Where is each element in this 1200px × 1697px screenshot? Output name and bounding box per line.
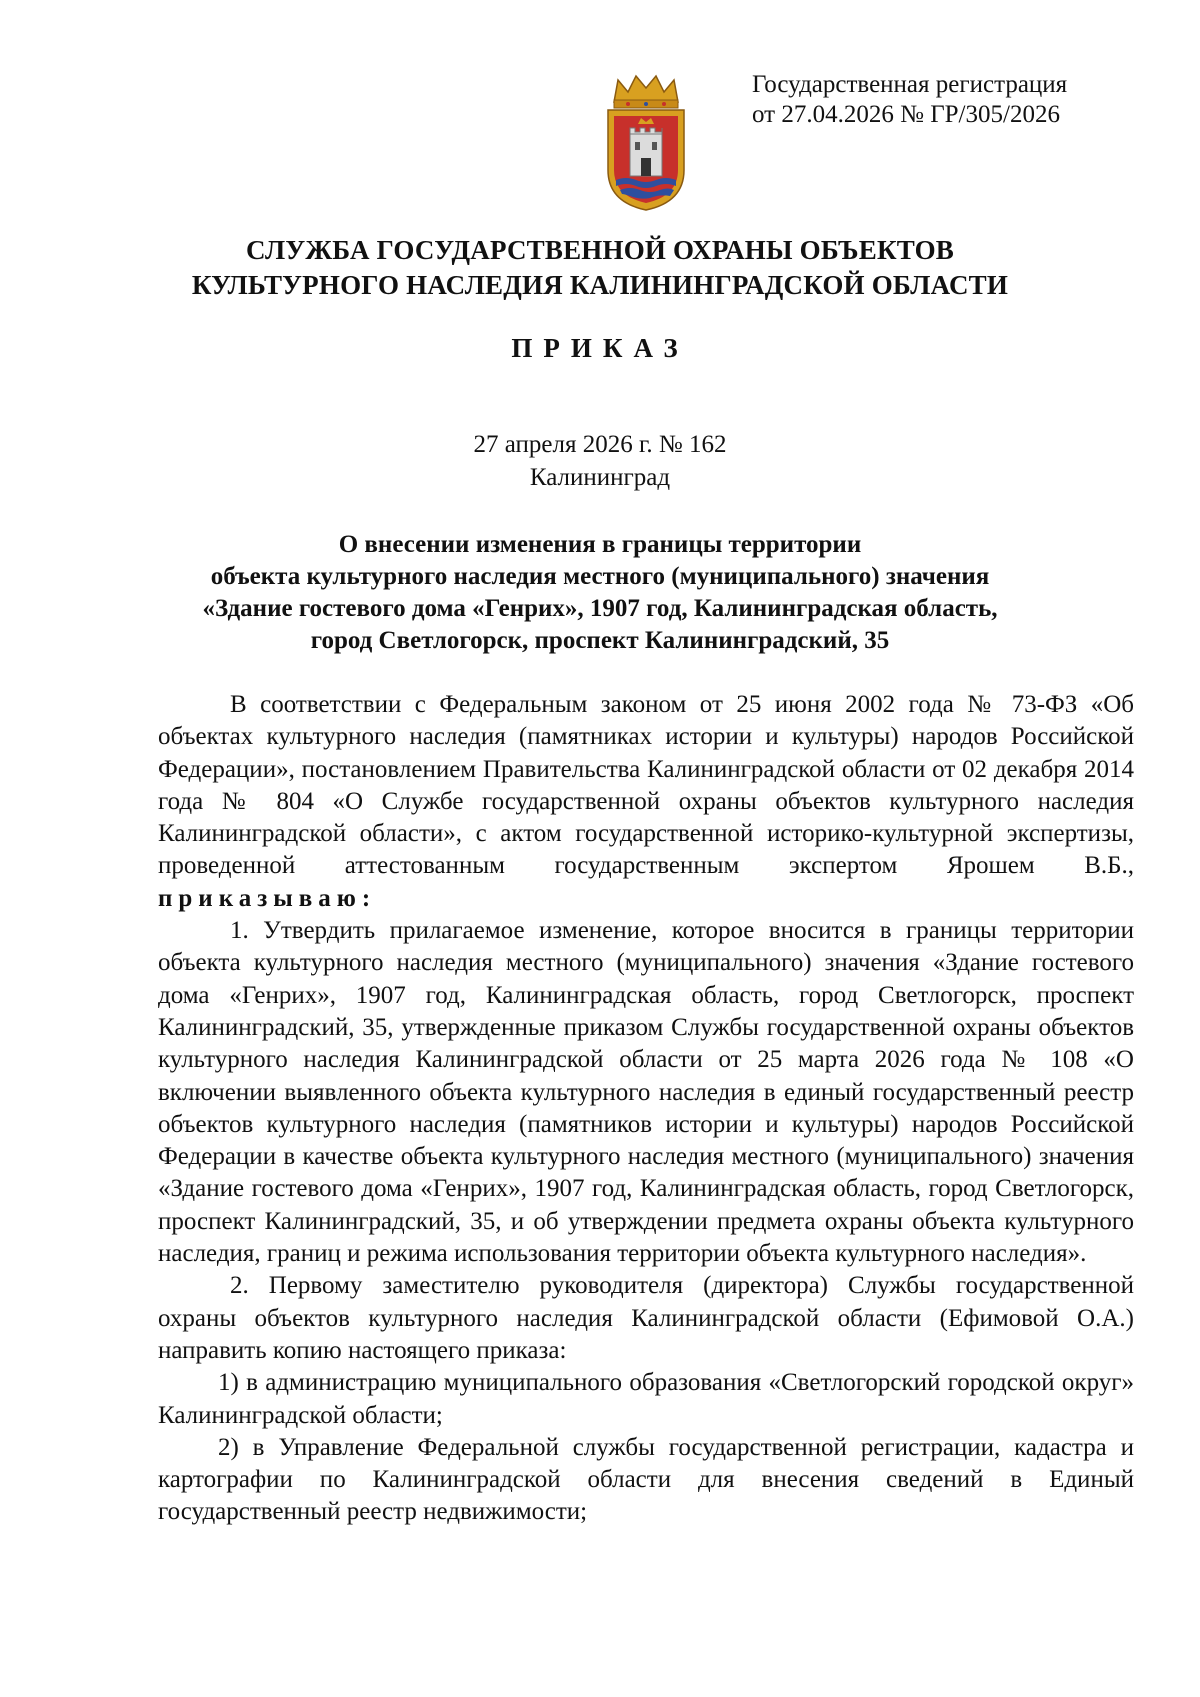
preamble-text: В соответствии с Федеральным законом от 25 июня 2002 года № 73-ФЗ «Об объектах культурного наследия (памятниках истории и культуры) народов Российской Федерации», постановлением Правительства Калининградской области от 02 декабря 2014 года № 804 «О Службе государственной охраны объектов культурного наследия Калининградской области», с актом государственной историко-культурной экспертизы, проведенной аттестованным государственным экспертом Ярошем В.Б., [158,691,1134,880]
order-subject [150,529,1050,657]
subject-line-1: О внесении изменения в границы территории [338,531,862,558]
subject-line-2: объекта культурного наследия местного (муниципального) значения [210,563,990,590]
order-details [0,428,1200,494]
registration-number: от 27.04.2026 № ГР/305/2026 [752,101,1060,128]
item-2-paragraph: 2. Первому заместителю руководителя (директора) Службы государственной охраны объектов культурного наследия Калининградской области (Ефимовой О.А.) направить копию настоящего приказа: [158,1272,1134,1364]
agency-name-line-1: СЛУЖБА ГОСУДАРСТВЕННОЙ ОХРАНЫ ОБЪЕКТОВ [246,235,954,265]
item-2-1-paragraph: 1) в администрацию муниципального образования «Светлогорский городской округ» Калининградской области; [158,1369,1134,1429]
agency-name [0,233,1200,303]
item-2-2-paragraph: 2) в Управление Федеральной службы государственной регистрации, кадастра и картографии по Калининградской области для внесения сведений в Единый государственный реестр недвижимости; [158,1433,1134,1526]
item-1-paragraph: 1. Утвердить прилагаемое изменение, которое вносится в границы территории объекта культурного наследия местного (муниципального) значения «Здание гостевого дома «Генрих», 1907 год, Калининградская область, город Светлогорск, проспект Калининградский, 35, утвержденные приказом Службы государственной охраны объектов культурного наследия Калининградской области от 25 марта 2026 года № 108 «О включении выявленного объекта культурного наследия в единый государственный реестр объектов культурного наследия (памятников истории и культуры) народов Российской Федерации в качестве объекта культурного наследия местного (муниципального) значения «Здание гостевого дома «Генрих», 1907 год, Калининградская область, город Светлогорск, проспект Калининградский, 35, и об утверждении предмета охраны объекта культурного наследия, границ и режима использования территории объекта культурного наследия». [158,917,1134,1268]
registration-label: Государственная регистрация [752,71,1068,98]
kaliningrad-coat-of-arms-icon [604,72,688,212]
order-city: Калининград [529,464,671,491]
document-type-title: ПРИКАЗ [511,333,689,363]
order-body [158,689,1134,1529]
agency-name-line-2: КУЛЬТУРНОГО НАСЛЕДИЯ КАЛИНИНГРАДСКОЙ ОБЛАСТИ [191,270,1009,300]
order-keyword: приказываю: [158,884,377,912]
subject-line-3: «Здание гостевого дома «Генрих», 1907 год, Калининградская область, [202,595,998,622]
subject-line-4: город Светлогорск, проспект Калининградский, 35 [310,627,890,654]
state-registration-stamp [752,70,1067,130]
order-date-number: 27 апреля 2026 г. № 162 [473,431,727,458]
preamble-paragraph [158,689,1134,915]
